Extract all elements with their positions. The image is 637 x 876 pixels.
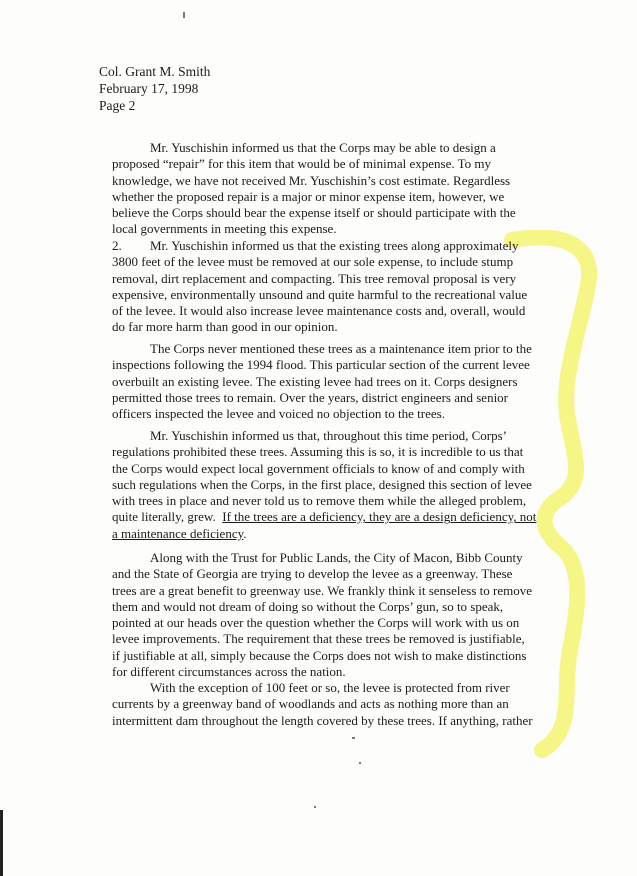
text-line: and the State of Georgia are trying to develop the levee as a greenway. These	[112, 566, 513, 582]
text-line: regulations prohibited these trees. Assuming this is so, it is incredible to us that	[112, 444, 524, 460]
text-line: such regulations when the Corps, in the first place, designed this section of levee	[112, 476, 532, 492]
paragraph-repair-expense	[112, 140, 532, 238]
text-line: the Corps would expect local government officials to know of and comply with	[112, 460, 525, 476]
scan-speck	[352, 737, 355, 739]
text-line: permitted those trees to remain. Over the years, district engineers and senior	[112, 389, 509, 405]
text-line: 3800 feet of the levee must be removed at our sole expense, to include stump	[112, 254, 514, 270]
text-line: removal, dirt replacement and compacting. This tree removal proposal is very	[112, 270, 517, 286]
text-line: believe the Corps should bear the expense itself or should participate with the	[112, 205, 516, 221]
text-line: whether the proposed repair is a major or minor expense item, however, we	[112, 188, 505, 204]
text-line: pointed at our heads over the question whether the Corps will work with us on	[112, 615, 520, 631]
text-line: trees are a great benefit to greenway use. We frankly think it senseless to remove	[112, 582, 532, 598]
text-line-content: Mr. Yuschishin informed us that the existing trees along approximately	[150, 238, 519, 253]
underlined-emphasis: a maintenance deficiency	[112, 525, 244, 541]
text-line: Along with the Trust for Public Lands, the City of Macon, Bibb County	[150, 550, 523, 565]
scan-speck	[359, 762, 361, 764]
text-line	[112, 238, 532, 254]
letter-date: February 17, 1998	[99, 81, 199, 96]
text-line: overbuilt an existing levee. The existing levee had trees on it. Corps designers	[112, 373, 518, 389]
text-line: With the exception of 100 feet or so, the levee is protected from river	[150, 680, 510, 695]
text-line: them and would not dream of doing so without the Corps’ gun, so to speak,	[112, 598, 504, 614]
text-line: inspections following the 1994 flood. This particular section of the current levee	[112, 357, 530, 373]
paragraph-tree-removal	[112, 238, 532, 336]
scan-speck	[314, 806, 316, 808]
text-line	[112, 509, 537, 525]
letter-header	[99, 63, 210, 114]
text-line: The Corps never mentioned these trees as a maintenance item prior to the	[150, 341, 532, 356]
scan-edge-shadow	[0, 810, 3, 876]
text-line: currents by a greenway band of woodlands and acts as nothing more than an	[112, 696, 509, 712]
text-line: for different circumstances across the nation.	[112, 664, 346, 680]
text-line: if justifiable at all, simply because the Corps does not wish to make distinctions	[112, 647, 527, 663]
text-line: of the levee. It would also increase levee maintenance costs and, overall, would	[112, 303, 526, 319]
text-line: expensive, environmentally unsound and quite harmful to the recreational value	[112, 286, 528, 302]
item-number: 2.	[112, 238, 122, 253]
text-line: knowledge, we have not received Mr. Yuschishin’s cost estimate. Regardless	[112, 172, 511, 188]
scan-speck	[183, 12, 185, 18]
text-line: local governments in meeting this expense.	[112, 221, 337, 237]
text-line: Mr. Yuschishin informed us that the Corps may be able to design a	[150, 140, 496, 155]
text-line-content: .	[243, 525, 247, 541]
text-line	[112, 526, 532, 542]
text-line: officers inspected the levee and voiced no objection to the trees.	[112, 406, 445, 422]
text-line: levee improvements. The requirement that these trees be removed is justifiable,	[112, 631, 525, 647]
underlined-emphasis: If the trees are a deficiency, they are a design deficiency, not	[222, 509, 537, 525]
text-line: with trees in place and never told us to remove them while the alleged problem,	[112, 493, 527, 509]
paragraph-woodlands	[112, 680, 532, 729]
text-line: intermittent dam throughout the length covered by these trees. If anything, rather	[112, 712, 533, 728]
paragraph-greenway	[112, 550, 532, 680]
recipient-name: Col. Grant M. Smith	[99, 64, 211, 79]
text-line: do far more harm than good in our opinion.	[112, 319, 338, 335]
text-line: proposed “repair” for this item that would be of minimal expense. To my	[112, 156, 492, 172]
paragraph-regulations	[112, 428, 537, 542]
page-number: Page 2	[99, 98, 136, 113]
text-line: Mr. Yuschishin informed us that, throughout this time period, Corps’	[150, 428, 507, 443]
paragraph-corps-history	[112, 341, 532, 422]
text-line-content: quite literally, grew.	[112, 509, 223, 525]
